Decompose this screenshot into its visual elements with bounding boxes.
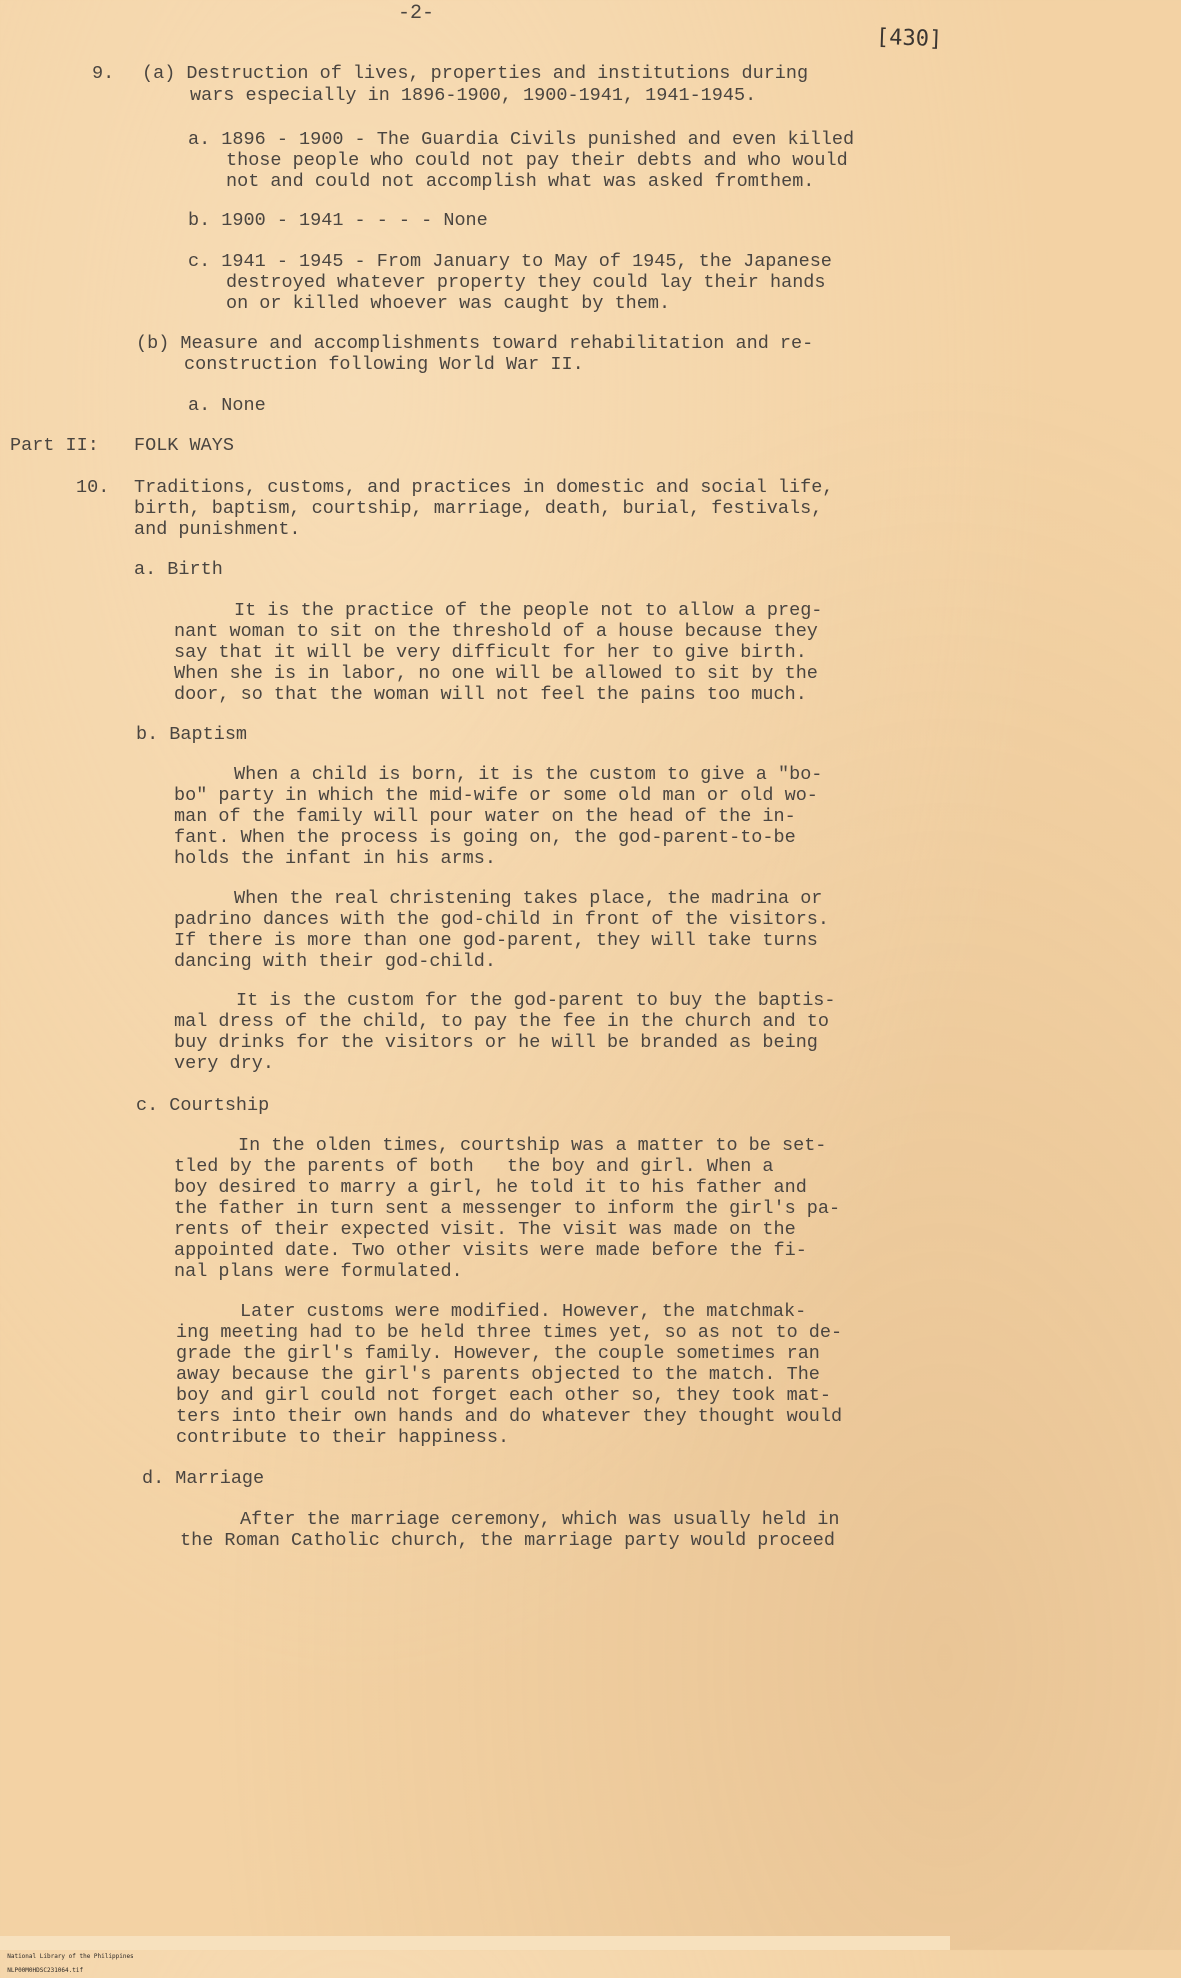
- item-9a-sub-a-line: not and could not accomplish what was asked fromthem.: [226, 171, 815, 192]
- baptism-paragraph-line: mal dress of the child, to pay the fee in the church and to: [174, 1011, 830, 1032]
- item-10-line: Traditions, customs, and practices in domestic and social life,: [134, 477, 834, 498]
- archive-mark: [430]: [875, 24, 943, 53]
- item-number-9: 9.: [92, 63, 115, 84]
- baptism-paragraph-line: dancing with their god-child.: [174, 951, 496, 972]
- item-9a-sub-c-line: on or killed whoever was caught by them.: [226, 293, 671, 314]
- item-9a-sub-c-line: c. 1941 - 1945 - From January to May of 1945, the Japanese: [188, 251, 832, 272]
- courtship-paragraph-line: boy desired to marry a girl, he told it to his father and: [174, 1177, 807, 1198]
- courtship-paragraph-line: boy and girl could not forget each other so, they took mat-: [176, 1385, 832, 1406]
- baptism-paragraph-line: If there is more than one god-parent, they will take turns: [174, 930, 818, 951]
- courtship-paragraph-line: appointed date. Two other visits were made before the fi-: [174, 1240, 807, 1261]
- baptism-paragraph-line: When the real christening takes place, the madrina or: [234, 888, 823, 909]
- item-9a-line: (a) Destruction of lives, properties and institutions during: [142, 63, 809, 84]
- baptism-paragraph-line: very dry.: [174, 1053, 274, 1074]
- courtship-paragraph-line: ters into their own hands and do whatever they thought would: [176, 1406, 843, 1427]
- section-heading-birth: a. Birth: [134, 559, 223, 580]
- marriage-paragraph-line: After the marriage ceremony, which was usually held in: [240, 1509, 840, 1530]
- courtship-paragraph-line: the father in turn sent a messenger to inform the girl's pa-: [174, 1198, 841, 1219]
- baptism-paragraph-line: fant. When the process is going on, the god-parent-to-be: [174, 827, 796, 848]
- item-9b-line: (b) Measure and accomplishments toward rehabilitation and re-: [136, 333, 814, 354]
- baptism-paragraph-line: padrino dances with the god-child in front of the visitors.: [174, 909, 830, 930]
- item-9a-line: wars especially in 1896-1900, 1900-1941, 1941-1945.: [190, 85, 757, 106]
- scan-footer: [0, 1936, 950, 1974]
- courtship-paragraph-line: Later customs were modified. However, the matchmak-: [240, 1301, 807, 1322]
- baptism-paragraph-line: buy drinks for the visitors or he will be branded as being: [174, 1032, 818, 1053]
- section-heading-courtship: c. Courtship: [136, 1095, 270, 1116]
- item-10-line: birth, baptism, courtship, marriage, death, burial, festivals,: [134, 498, 823, 519]
- part-title: FOLK WAYS: [134, 435, 234, 456]
- courtship-paragraph-line: grade the girl's family. However, the couple sometimes ran: [176, 1343, 820, 1364]
- baptism-paragraph-line: holds the infant in his arms.: [174, 848, 496, 869]
- courtship-paragraph-line: nal plans were formulated.: [174, 1261, 463, 1282]
- birth-paragraph-line: It is the practice of the people not to allow a preg-: [234, 600, 823, 621]
- item-9a-sub-a-line: those people who could not pay their debts and who would: [226, 150, 848, 171]
- footer-library: National Library of the Philippines: [7, 1953, 134, 1960]
- courtship-paragraph-line: ing meeting had to be held three times yet, so as not to de-: [176, 1322, 843, 1343]
- part-label: Part II:: [10, 435, 99, 456]
- footer-filename: NLP00M0HDSC231064.tif: [7, 1967, 84, 1974]
- item-9b-sub-a: a. None: [188, 395, 266, 416]
- courtship-paragraph-line: rents of their expected visit. The visit was made on the: [174, 1219, 796, 1240]
- item-9a-sub-b: b. 1900 - 1941 - - - - None: [188, 210, 488, 231]
- courtship-paragraph-line: In the olden times, courtship was a matter to be set-: [238, 1135, 827, 1156]
- birth-paragraph-line: When she is in labor, no one will be allowed to sit by the: [174, 663, 818, 684]
- baptism-paragraph-line: bo" party in which the mid-wife or some old man or old wo-: [174, 785, 818, 806]
- item-10-line: and punishment.: [134, 519, 301, 540]
- item-9b-line: construction following World War II.: [184, 354, 584, 375]
- birth-paragraph-line: say that it will be very difficult for her to give birth.: [174, 642, 807, 663]
- baptism-paragraph-line: When a child is born, it is the custom to give a "bo-: [234, 764, 823, 785]
- item-number-10: 10.: [76, 477, 110, 498]
- birth-paragraph-line: nant woman to sit on the threshold of a house because they: [174, 621, 818, 642]
- courtship-paragraph-line: contribute to their happiness.: [176, 1427, 510, 1448]
- birth-paragraph-line: door, so that the woman will not feel the pains too much.: [174, 684, 807, 705]
- section-heading-baptism: b. Baptism: [136, 724, 248, 745]
- baptism-paragraph-line: man of the family will pour water on the head of the in-: [174, 806, 796, 827]
- item-9a-sub-a-line: a. 1896 - 1900 - The Guardia Civils punished and even killed: [188, 129, 855, 150]
- page-number: -2-: [398, 2, 435, 25]
- courtship-paragraph-line: away because the girl's parents objected to the match. The: [176, 1364, 820, 1385]
- section-heading-marriage: d. Marriage: [142, 1468, 265, 1489]
- courtship-paragraph-line: tled by the parents of both the boy and girl. When a: [174, 1156, 774, 1177]
- item-9a-sub-c-line: destroyed whatever property they could lay their hands: [226, 272, 826, 293]
- marriage-paragraph-line: the Roman Catholic church, the marriage party would proceed: [180, 1530, 836, 1551]
- baptism-paragraph-line: It is the custom for the god-parent to buy the baptis-: [236, 990, 836, 1011]
